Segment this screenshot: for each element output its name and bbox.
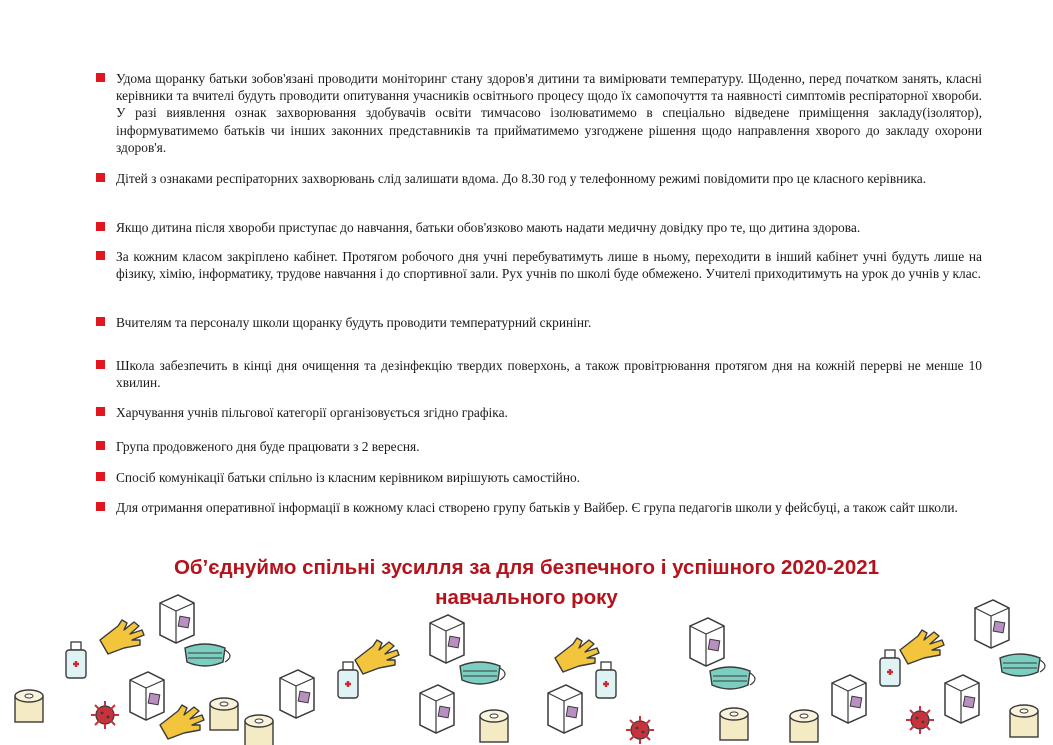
wipes-pack-icon: [832, 675, 866, 723]
wipes-pack-icon: [430, 615, 464, 663]
list-item: [96, 70, 982, 156]
list-item: [96, 438, 982, 455]
list-item-text: Якщо дитина після хвороби приступає до навчання, батьки обов'язково мають надати медичну довідку про те, що дитина здорова.: [116, 220, 861, 235]
list-item: [96, 170, 982, 187]
list-item-text: Спосіб комунікації батьки спільно із класним керівником вирішують самостійно.: [116, 470, 581, 485]
face-mask-icon: [1000, 654, 1045, 676]
glove-icon: [555, 638, 599, 672]
bullet-square-icon: [96, 472, 105, 481]
toilet-paper-icon: [720, 708, 748, 740]
list-item: [96, 499, 982, 516]
face-mask-icon: [185, 644, 230, 666]
bullet-square-icon: [96, 360, 105, 369]
toilet-paper-icon: [210, 698, 238, 730]
glove-icon: [160, 705, 204, 739]
sanitizer-bottle-icon: [596, 662, 616, 698]
toilet-paper-icon: [245, 715, 273, 745]
wipes-pack-icon: [690, 618, 724, 666]
list-item-text: Група продовженого дня буде працювати з 2 вересня.: [116, 439, 420, 454]
list-item-text: Харчування учнів пільгової категорії організовується згідно графіка.: [116, 405, 508, 420]
bullet-square-icon: [96, 73, 105, 82]
list-item: [96, 248, 982, 282]
wipes-pack-icon: [130, 672, 164, 720]
sanitizer-bottle-icon: [880, 650, 900, 686]
wipes-pack-icon: [975, 600, 1009, 648]
sanitizer-bottle-icon: [338, 662, 358, 698]
toilet-paper-icon: [1010, 705, 1038, 737]
list-item: [96, 219, 982, 236]
slogan-line-1: Об’єднуймо спільні зусилля за для безпечного і успішного 2020-2021: [173, 556, 880, 579]
bullet-square-icon: [96, 222, 105, 231]
wipes-pack-icon: [548, 685, 582, 733]
list-item: [96, 357, 982, 391]
virus-icon: [906, 706, 934, 734]
sanitizer-bottle-icon: [66, 642, 86, 678]
virus-icon: [91, 701, 119, 729]
list-item-text: Дітей з ознаками респіраторних захворювань слід залишати вдома. До 8.30 год у телефонному режимі повідомити про це класного керівника.: [116, 171, 927, 186]
list-item: [96, 314, 982, 331]
glove-icon: [100, 620, 144, 654]
list-item-text: Вчителям та персоналу школи щоранку будуть проводити температурний скринінг.: [116, 315, 592, 330]
face-mask-icon: [710, 667, 755, 689]
toilet-paper-icon: [15, 690, 43, 722]
glove-icon: [355, 640, 399, 674]
wipes-pack-icon: [160, 595, 194, 643]
toilet-paper-icon: [480, 710, 508, 742]
list-item: [96, 404, 982, 421]
wipes-pack-icon: [420, 685, 454, 733]
virus-icon: [626, 716, 654, 744]
list-item-text: За кожним класом закріплено кабінет. Протягом робочого дня учні перебуватимуть лише в ньому, переходити в інший кабінет учні будуть лише на фізику, хімію, інформатику, трудове навчання і до спортивної зали. Рух учнів по школі буде обмежено. Учителі приходитимуть на урок до учнів у клас.: [116, 249, 982, 282]
decorative-hygiene-pattern: [0, 590, 1053, 745]
list-item-text: Удома щоранку батьки зобов'язані проводити моніторинг стану здоров'я дитини та вимірювати температуру. Щоденно, перед початком занять, класні керівники та вчителі будуть проводити опитування учасників освітнього процесу щодо їх самопочуття та наявності симптомів респіраторної хвороби. У разі виявлення ознак захворювання здобувачів освіти тимчасово ізолюватимемо в спеціально відведене приміщення закладу(ізолятор), інформуватимемо батьків чи інших законних представників та прийматимемо узгоджене рішення щодо направлення хворого до закладу охорони здоров'я.: [116, 71, 982, 155]
slogan-line-2: навчального року: [435, 586, 618, 609]
bullet-square-icon: [96, 502, 105, 511]
toilet-paper-icon: [790, 710, 818, 742]
bullet-square-icon: [96, 317, 105, 326]
bullet-square-icon: [96, 251, 105, 260]
bullet-square-icon: [96, 441, 105, 450]
glove-icon: [900, 630, 944, 664]
list-item-text: Школа забезпечить в кінці дня очищення та дезінфекцію твердих поверхонь, а також провітрювання протягом дня на кожній перерві не менше 10 хвилин.: [116, 358, 982, 391]
bullet-square-icon: [96, 407, 105, 416]
wipes-pack-icon: [945, 675, 979, 723]
wipes-pack-icon: [280, 670, 314, 718]
list-item-text: Для отримання оперативної інформації в кожному класі створено групу батьків у Вайбер. Є група педагогів школи у фейсбуці, а також сайт школи.: [116, 500, 958, 515]
list-item: [96, 469, 982, 486]
bullet-square-icon: [96, 173, 105, 182]
face-mask-icon: [460, 662, 505, 684]
